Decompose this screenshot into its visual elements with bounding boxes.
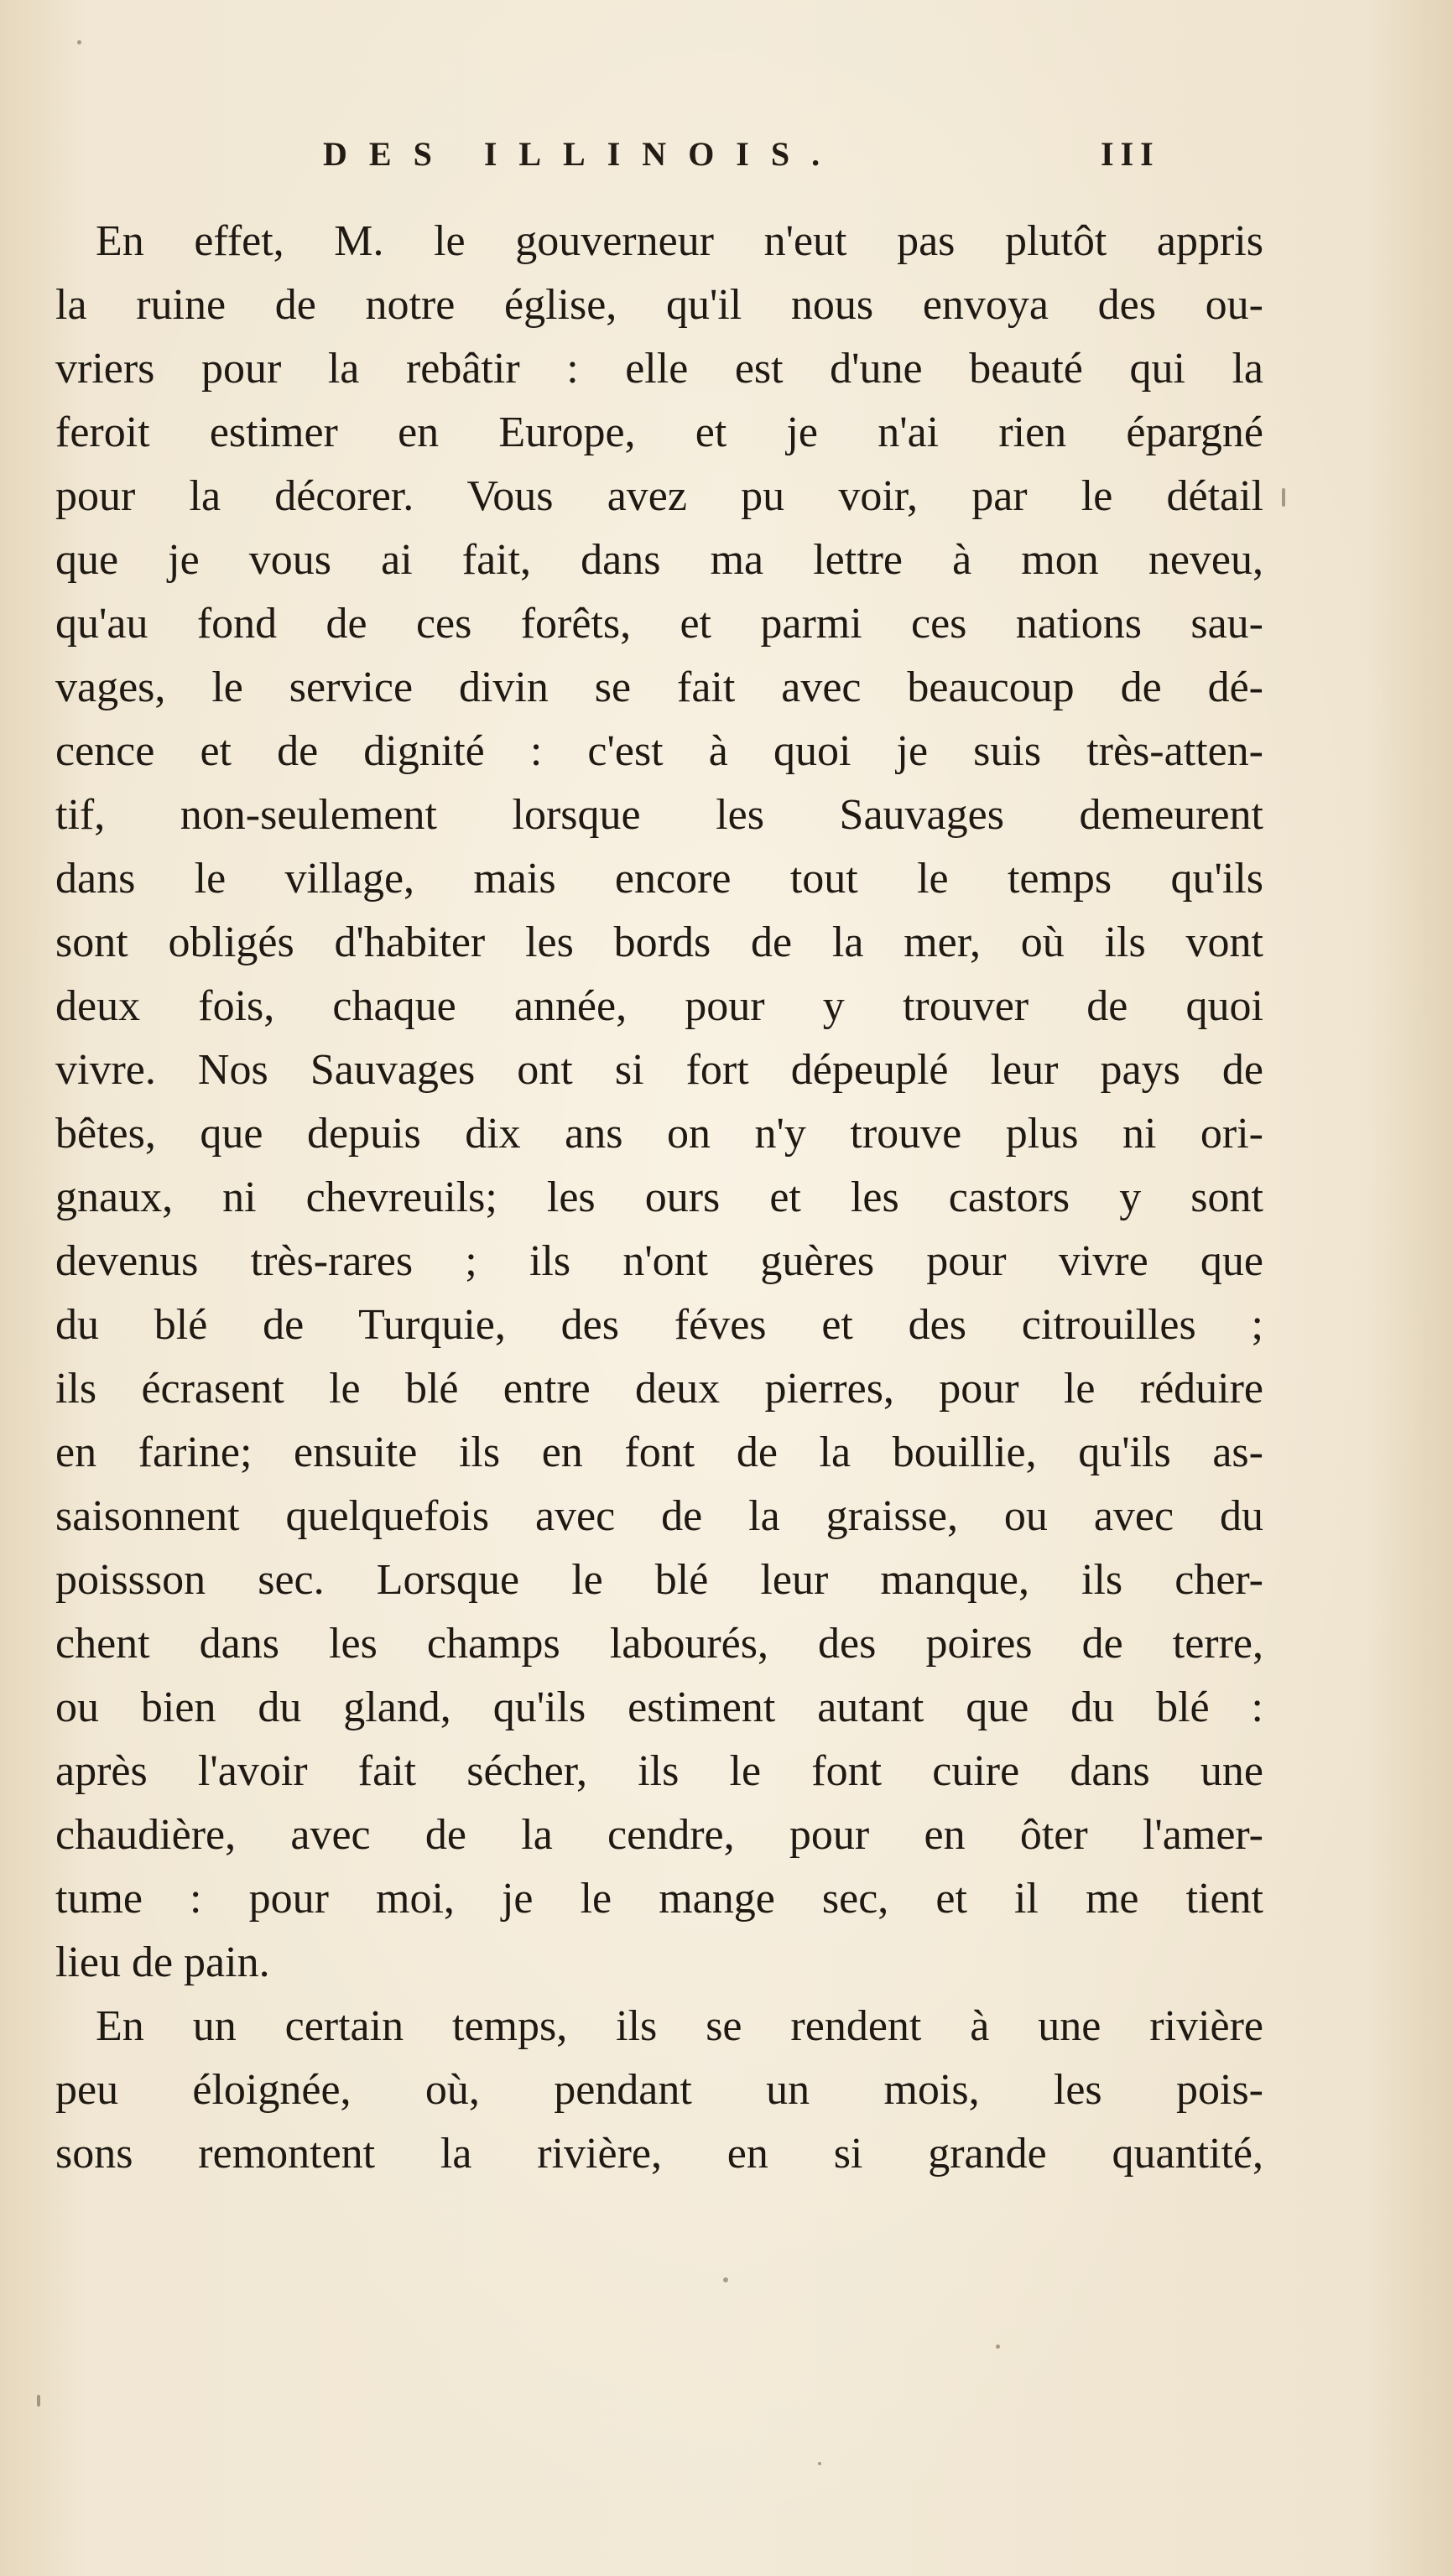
running-title: DES ILLINOIS.	[323, 135, 842, 173]
text-line: bêtes, que depuis dix ans on n'y trouve plus ni ori-	[55, 1110, 1263, 1158]
paper-speck	[818, 2462, 821, 2465]
text-line: tume : pour moi, je le mange sec, et il me tient	[55, 1875, 1263, 1923]
text-line: feroit estimer en Europe, et je n'ai rien épargné	[55, 409, 1263, 456]
text-line: En effet, M. le gouverneur n'eut pas plutôt appris	[96, 217, 1263, 265]
text-line: tif, non-seulement lorsque les Sauvages demeurent	[55, 791, 1263, 839]
text-line: pour la décorer. Vous avez pu voir, par le détail	[55, 472, 1263, 520]
text-line: la ruine de notre église, qu'il nous envoya des ou-	[55, 281, 1263, 329]
paper-speck	[996, 2344, 1000, 2349]
paper-speck	[723, 2277, 728, 2282]
text-line: vages, le service divin se fait avec beaucoup de dé-	[55, 664, 1263, 711]
text-line: cence et de dignité : c'est à quoi je suis très-atten-	[55, 727, 1263, 775]
page-number: III	[1101, 135, 1160, 173]
body-text	[55, 210, 1263, 2186]
text-line: gnaux, ni chevreuils; les ours et les castors y sont	[55, 1174, 1263, 1221]
text-line: en farine; ensuite ils en font de la bouillie, qu'ils as-	[55, 1429, 1263, 1476]
text-line: devenus très-rares ; ils n'ont guères pour vivre que	[55, 1237, 1263, 1285]
text-line: deux fois, chaque année, pour y trouver de quoi	[55, 982, 1263, 1030]
text-line: dans le village, mais encore tout le temps qu'ils	[55, 855, 1263, 903]
text-line: poissson sec. Lorsque le blé leur manque, ils cher-	[55, 1556, 1263, 1604]
text-line: peu éloignée, où, pendant un mois, les pois-	[55, 2066, 1263, 2114]
paper-speck	[1282, 488, 1285, 507]
text-line: vriers pour la rebâtir : elle est d'une beauté qui la	[55, 345, 1263, 393]
text-line: chaudière, avec de la cendre, pour en ôter l'amer-	[55, 1811, 1263, 1859]
text-line: En un certain temps, ils se rendent à une rivière	[96, 2002, 1263, 2050]
paper-speck	[77, 40, 81, 44]
text-line: ils écrasent le blé entre deux pierres, pour le réduire	[55, 1365, 1263, 1413]
text-line: qu'au fond de ces forêts, et parmi ces nations sau-	[55, 600, 1263, 648]
text-line: sont obligés d'habiter les bords de la mer, où ils vont	[55, 919, 1263, 966]
text-line: sons remontent la rivière, en si grande quantité,	[55, 2130, 1263, 2178]
text-line: chent dans les champs labourés, des poires de terre,	[55, 1620, 1263, 1668]
text-line: après l'avoir fait sécher, ils le font cuire dans une	[55, 1747, 1263, 1795]
page-header	[0, 134, 1453, 185]
text-line: vivre. Nos Sauvages ont si fort dépeuplé leur pays de	[55, 1046, 1263, 1094]
text-line: que je vous ai fait, dans ma lettre à mon neveu,	[55, 536, 1263, 584]
text-line: ou bien du gland, qu'ils estiment autant que du blé :	[55, 1684, 1263, 1731]
text-line: du blé de Turquie, des féves et des citrouilles ;	[55, 1301, 1263, 1349]
text-line: saisonnent quelquefois avec de la graisse, ou avec du	[55, 1492, 1263, 1540]
paper-speck	[37, 2395, 40, 2407]
text-line: lieu de pain.	[55, 1939, 270, 1986]
